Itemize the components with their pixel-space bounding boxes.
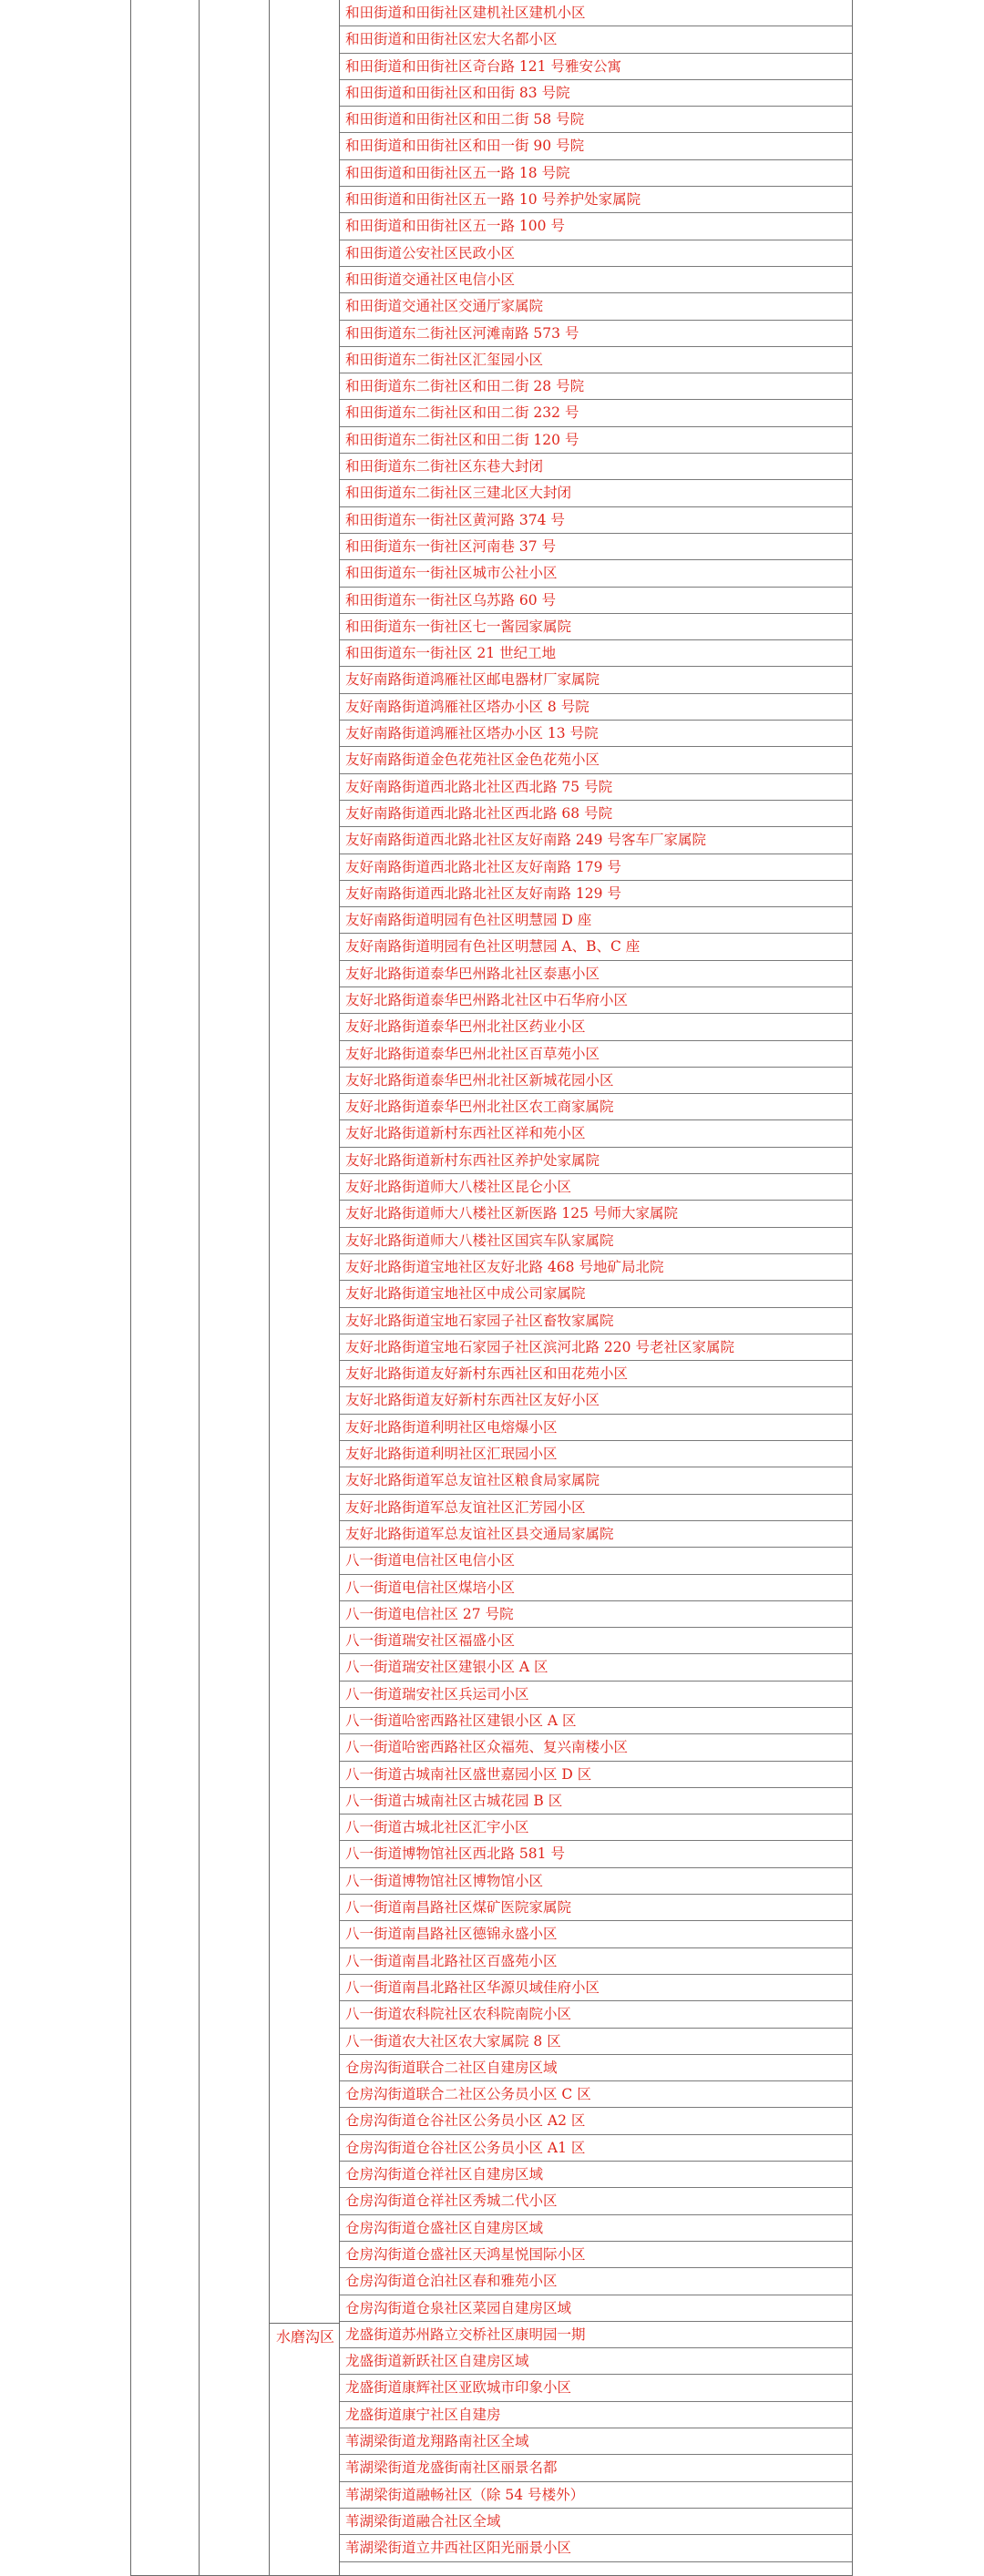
- table-row: 和田街道和田街社区和田二街 58 号院: [340, 107, 852, 133]
- table-row: 友好北路街道泰华巴州北社区农工商家属院: [340, 1094, 852, 1120]
- table-row: 友好北路街道军总友谊社区汇芳园小区: [340, 1495, 852, 1521]
- table-row: 友好北路街道师大八楼社区国宾车队家属院: [340, 1228, 852, 1254]
- table-row: 友好南路街道鸿雁社区塔办小区 8 号院: [340, 694, 852, 721]
- table-row: 八一街道南昌路社区德锦永盛小区: [340, 1921, 852, 1947]
- table-row: 友好北路街道宝地石家园子社区畜牧家属院: [340, 1308, 852, 1334]
- table-row: 八一街道古城北社区汇宇小区: [340, 1814, 852, 1841]
- table-row: 友好北路街道泰华巴州北社区百草苑小区: [340, 1041, 852, 1068]
- table-row: 和田街道和田街社区建机社区建机小区: [340, 0, 852, 26]
- table-row: 友好北路街道宝地社区友好北路 468 号地矿局北院: [340, 1254, 852, 1281]
- table-row: 友好北路街道宝地社区中成公司家属院: [340, 1281, 852, 1307]
- table-row: 和田街道交通社区电信小区: [340, 267, 852, 293]
- community-list: [340, 0, 852, 2562]
- table-row: 八一街道博物馆社区西北路 581 号: [340, 1841, 852, 1867]
- table-row: 和田街道和田街社区宏大名都小区: [340, 26, 852, 53]
- table-row: 仓房沟街道仓泊社区春和雅苑小区: [340, 2268, 852, 2295]
- table-row: 仓房沟街道仓祥社区自建房区域: [340, 2162, 852, 2188]
- table-row: 和田街道和田街社区五一路 10 号养护处家属院: [340, 187, 852, 213]
- table-row: 友好北路街道利明社区汇珉园小区: [340, 1441, 852, 1467]
- table-row: 八一街道农科院社区农科院南院小区: [340, 2001, 852, 2028]
- table-row: 仓房沟街道仓祥社区秀城二代小区: [340, 2188, 852, 2214]
- table-row: 仓房沟街道仓盛社区自建房区域: [340, 2215, 852, 2242]
- district-label: 水磨沟区: [276, 2328, 335, 2346]
- table-row: 友好北路街道泰华巴州北社区新城花园小区: [340, 1068, 852, 1094]
- table-row: 和田街道东二街社区汇玺园小区: [340, 347, 852, 373]
- table-row: 苇湖梁街道融合社区全域: [340, 2509, 852, 2535]
- table-row: 苇湖梁街道龙翔路南社区全域: [340, 2428, 852, 2455]
- table-row: 友好北路街道泰华巴州路北社区泰惠小区: [340, 961, 852, 987]
- table-row: 和田街道东一街社区 21 世纪工地: [340, 640, 852, 667]
- table-row: 和田街道东一街社区乌苏路 60 号: [340, 588, 852, 614]
- table-column-divider-2: [269, 0, 270, 2576]
- table-row: 和田街道东二街社区和田二街 232 号: [340, 400, 852, 426]
- table-row: 友好北路街道军总友谊社区县交通局家属院: [340, 1521, 852, 1548]
- table-row: 龙盛街道康宁社区自建房: [340, 2402, 852, 2428]
- table-row: 友好南路街道金色花苑社区金色花苑小区: [340, 747, 852, 773]
- table-row: 八一街道古城南社区古城花园 B 区: [340, 1788, 852, 1814]
- table-row: 八一街道农大社区农大家属院 8 区: [340, 2029, 852, 2055]
- table-row: 仓房沟街道联合二社区公务员小区 C 区: [340, 2081, 852, 2108]
- table-row: 仓房沟街道仓谷社区公务员小区 A2 区: [340, 2108, 852, 2134]
- table-row: 八一街道博物馆社区博物馆小区: [340, 1868, 852, 1895]
- table-row: 八一街道哈密西路社区建银小区 A 区: [340, 1708, 852, 1734]
- table-row: 和田街道东二街社区和田二街 120 号: [340, 427, 852, 454]
- table-row: 和田街道东二街社区三建北区大封闭: [340, 480, 852, 506]
- table-row: 友好南路街道明园有色社区明慧园 D 座: [340, 907, 852, 934]
- table-row: 友好南路街道鸿雁社区邮电器材厂家属院: [340, 667, 852, 693]
- table-row: 友好南路街道西北路北社区友好南路 129 号: [340, 881, 852, 907]
- table-row: 友好南路街道西北路北社区西北路 68 号院: [340, 801, 852, 827]
- table-row: 友好南路街道明园有色社区明慧园 A、B、C 座: [340, 934, 852, 960]
- table-row: 龙盛街道新跃社区自建房区域: [340, 2348, 852, 2375]
- table-row: 苇湖梁街道融畅社区（除 54 号楼外）: [340, 2482, 852, 2509]
- table-row: 和田街道和田街社区奇台路 121 号雅安公寓: [340, 54, 852, 80]
- table-row: 和田街道和田街社区和田街 83 号院: [340, 80, 852, 107]
- table-row: 八一街道南昌路社区煤矿医院家属院: [340, 1895, 852, 1921]
- table-row: 八一街道哈密西路社区众福苑、复兴南楼小区: [340, 1734, 852, 1761]
- table-row: 苇湖梁街道龙盛街南社区丽景名都: [340, 2455, 852, 2481]
- table-row: 和田街道和田街社区五一路 18 号院: [340, 160, 852, 187]
- table-row: 八一街道古城南社区盛世嘉园小区 D 区: [340, 1762, 852, 1788]
- table-row: 友好北路街道泰华巴州路北社区中石华府小区: [340, 987, 852, 1014]
- table-row: 八一街道电信社区电信小区: [340, 1548, 852, 1574]
- table-row: 和田街道东一街社区城市公社小区: [340, 560, 852, 587]
- table-row: 八一街道瑞安社区建银小区 A 区: [340, 1654, 852, 1681]
- table-row: 八一街道瑞安社区兵运司小区: [340, 1682, 852, 1708]
- table-row: 友好北路街道泰华巴州北社区药业小区: [340, 1014, 852, 1040]
- table-row: 和田街道和田街社区和田一街 90 号院: [340, 133, 852, 159]
- table-border-right: [852, 0, 853, 2576]
- table-row: 友好南路街道鸿雁社区塔办小区 13 号院: [340, 721, 852, 747]
- table-row: 八一街道电信社区 27 号院: [340, 1601, 852, 1628]
- table-row: 苇湖梁街道立井西社区阳光丽景小区: [340, 2535, 852, 2561]
- table-row: 八一街道南昌北路社区华源贝域佳府小区: [340, 1975, 852, 2001]
- table-row: 仓房沟街道仓盛社区天鸿星悦国际小区: [340, 2242, 852, 2268]
- table-column-divider-1: [199, 0, 200, 2576]
- table-row: 友好南路街道西北路北社区友好南路 179 号: [340, 854, 852, 881]
- table-row: 友好南路街道西北路北社区西北路 75 号院: [340, 774, 852, 801]
- table-row: 八一街道电信社区煤培小区: [340, 1575, 852, 1601]
- table-row: 和田街道东二街社区东巷大封闭: [340, 454, 852, 480]
- table-row: 和田街道交通社区交通厅家属院: [340, 293, 852, 320]
- table-row: 和田街道东一街社区七一酱园家属院: [340, 614, 852, 640]
- table-row: 仓房沟街道仓谷社区公务员小区 A1 区: [340, 2135, 852, 2162]
- table-row: 龙盛街道康辉社区亚欧城市印象小区: [340, 2375, 852, 2401]
- table-row: 龙盛街道苏州路立交桥社区康明园一期: [340, 2322, 852, 2348]
- table-row: 友好北路街道师大八楼社区新医路 125 号师大家属院: [340, 1201, 852, 1227]
- table-row: 友好北路街道新村东西社区养护处家属院: [340, 1148, 852, 1174]
- table-row: 和田街道东二街社区和田二街 28 号院: [340, 373, 852, 400]
- table-row: 友好北路街道利明社区电熔爆小区: [340, 1415, 852, 1441]
- table-row: 友好北路街道友好新村东西社区友好小区: [340, 1387, 852, 1414]
- table-row: 友好南路街道西北路北社区友好南路 249 号客车厂家属院: [340, 827, 852, 854]
- table-row: 和田街道公安社区民政小区: [340, 240, 852, 267]
- table-row: 友好北路街道宝地石家园子社区滨河北路 220 号老社区家属院: [340, 1334, 852, 1361]
- table-row: 和田街道和田街社区五一路 100 号: [340, 213, 852, 240]
- table-border-left: [130, 0, 131, 2576]
- table-row: 友好北路街道友好新村东西社区和田花苑小区: [340, 1361, 852, 1387]
- table-row: 和田街道东一街社区河南巷 37 号: [340, 534, 852, 560]
- table-row: 八一街道南昌北路社区百盛苑小区: [340, 1948, 852, 1975]
- table-row: 友好北路街道新村东西社区祥和苑小区: [340, 1120, 852, 1147]
- table-row: 友好北路街道师大八楼社区昆仑小区: [340, 1174, 852, 1201]
- table-row: 友好北路街道军总友谊社区粮食局家属院: [340, 1467, 852, 1494]
- table-row: 八一街道瑞安社区福盛小区: [340, 1628, 852, 1654]
- district-divider: [269, 2323, 340, 2324]
- table-row: 和田街道东一街社区黄河路 374 号: [340, 507, 852, 534]
- table-row: 仓房沟街道联合二社区自建房区域: [340, 2055, 852, 2081]
- table-row: 仓房沟街道仓泉社区菜园自建房区域: [340, 2295, 852, 2322]
- table-row: 和田街道东二街社区河滩南路 573 号: [340, 321, 852, 347]
